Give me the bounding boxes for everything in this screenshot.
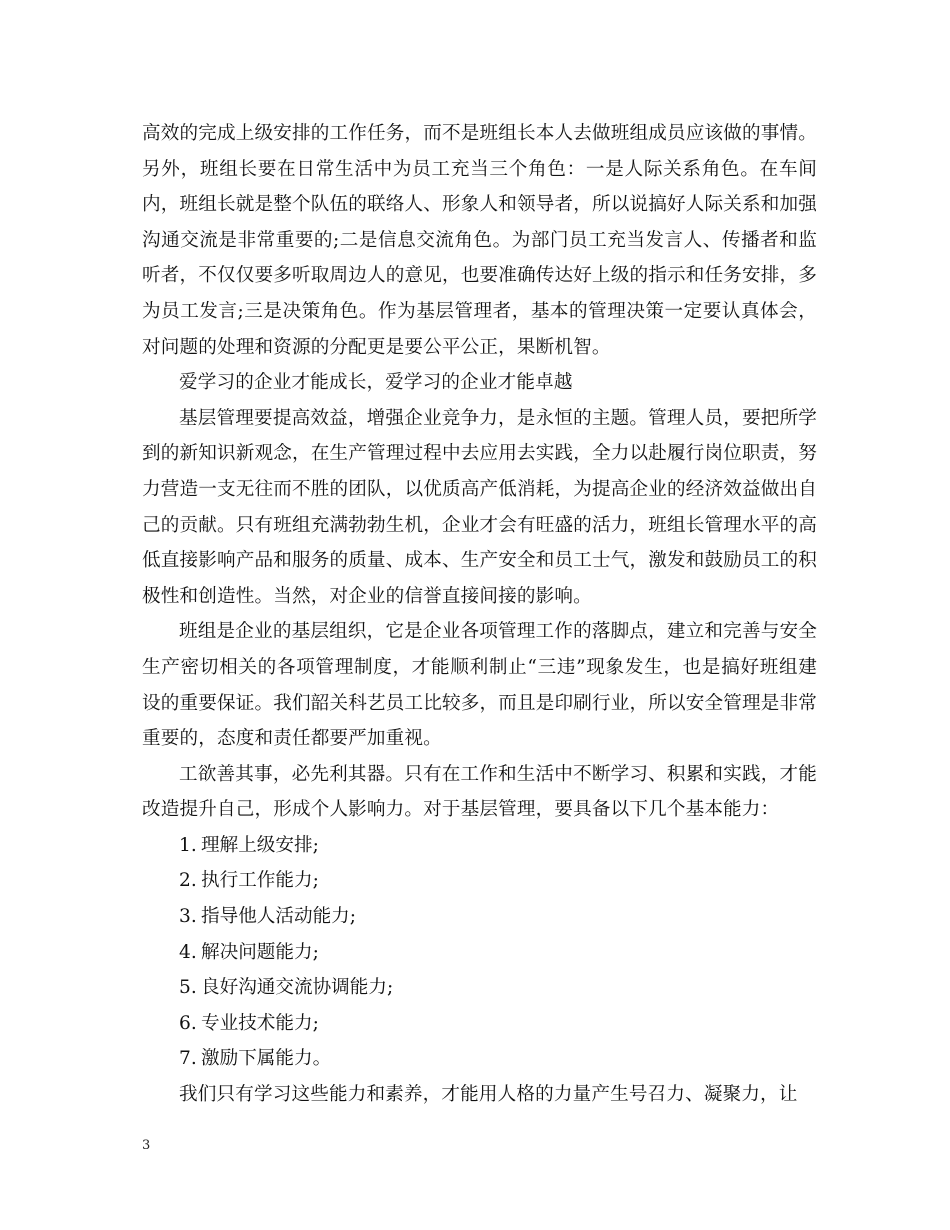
list-item [142,863,817,899]
list-item-number: 1. [179,834,197,856]
list-item-number: 6. [179,1012,197,1034]
paragraph-abilities-intro: 工欲善其事，必先利其器。只有在工作和生活中不断学习、积累和实践，才能改造提升自己，形成个人影响力。对于基层管理，要具备以下几个基本能力： [142,763,817,821]
list-item [142,1041,817,1077]
list-item-number: 5. [179,977,197,999]
list-item-number: 2. [179,870,197,892]
section-heading: 爱学习的企业才能成长，爱学习的企业才能卓越 [179,372,573,394]
list-item-number: 7. [179,1048,197,1070]
list-item-text: 理解上级安排; [201,834,319,856]
list-item-text: 良好沟通交流协调能力; [201,977,394,999]
list-item-text: 激励下属能力。 [201,1048,332,1070]
list-item-text: 执行工作能力; [201,870,319,892]
paragraph-management-efficiency: 基层管理要提高效益，增强企业竞争力，是永恒的主题。管理人员，要把所学到的新知识新观念，在生产管理过程中去应用去实践，全力以赴履行岗位职责，努力营造一支无往而不胜的团队，以优质高产低消耗，为提高企业的经济效益做出自己的贡献。只有班组充满勃勃生机，企业才会有旺盛的活力，班组长管理水平的高低直接影响产品和服务的质量、成本、生产安全和员工士气，激发和鼓励员工的积极性和创造性。当然，对企业的信誉直接间接的影响。 [142,407,817,607]
list-item-text: 指导他人活动能力; [201,906,357,928]
abilities-list [142,828,817,1077]
page-number: 3 [142,1138,151,1153]
paragraph-roles: 高效的完成上级安排的工作任务，而不是班组长本人去做班组成员应该做的事情。另外，班组长要在日常生活中为员工充当三个角色：一是人际关系角色。在车间内，班组长就是整个队伍的联络人、形象人和领导者，所以说搞好人际关系和加强沟通交流是非常重要的;二是信息交流角色。为部门员工充当发言人、传播者和监听者，不仅仅要多听取周边人的意见，也要准确传达好上级的指示和任务安排，多为员工发言;三是决策角色。作为基层管理者，基本的管理决策一定要认真体会，对问题的处理和资源的分配更是要公平公正，果断机智。 [142,123,817,358]
list-item-number: 3. [179,906,197,928]
list-item-text: 解决问题能力; [201,941,319,963]
list-item [142,899,817,935]
document-body [142,116,817,1113]
list-item [142,1006,817,1042]
list-item [142,970,817,1006]
paragraph-closing: 我们只有学习这些能力和素养，才能用人格的力量产生号召力、凝聚力，让 [179,1084,798,1106]
list-item-text: 专业技术能力; [201,1012,319,1034]
list-item [142,935,817,971]
list-item-number: 4. [179,941,197,963]
list-item [142,828,817,864]
paragraph-team-safety: 班组是企业的基层组织，它是企业各项管理工作的落脚点，建立和完善与安全生产密切相关的各项管理制度，才能顺利制止“三违”现象发生，也是搞好班组建设的重要保证。我们韶关科艺员工比较多，而且是印刷行业，所以安全管理是非常重要的，态度和责任都要严加重视。 [142,621,817,750]
